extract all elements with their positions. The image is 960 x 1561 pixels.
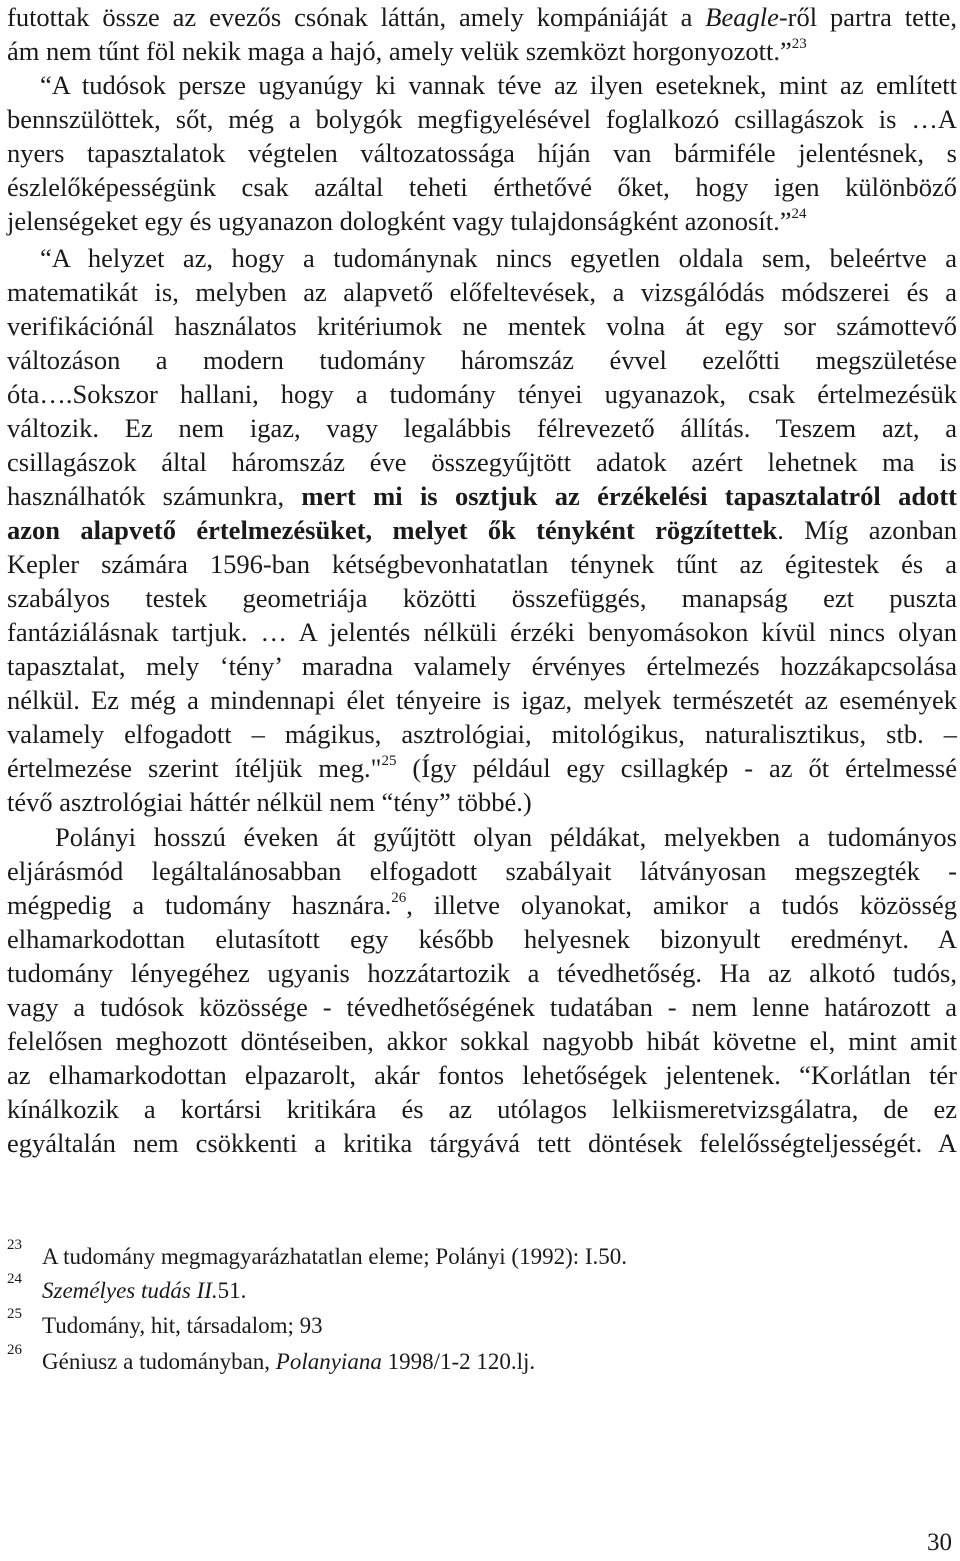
text-segment: azon alapvető értelmezésüket, melyet ők tényként rögzítettek [7, 515, 778, 545]
text-segment: óta….Sokszor hallani, hogy a tudomány tényei ugyanazok, csak értelmezésük [7, 379, 957, 409]
text-line [7, 170, 957, 204]
text-segment: Személyes tudás II. [42, 1278, 218, 1303]
text-line [7, 136, 957, 170]
text-line [7, 1126, 957, 1160]
text-line [7, 581, 957, 615]
text-segment: eljárásmód legáltalánosabban elfogadott szabályait látványosan megszegték - [7, 856, 957, 886]
text-line [7, 683, 957, 717]
text-segment: fantáziálásnak tartjuk. … A jelentés nélküli érzéki benyomásokon kívül nincs olyan [7, 617, 957, 647]
text-segment: matematikát is, melyben az alapvető előfeltevések, a vizsgálódás módszerei és a [7, 277, 957, 307]
footnote [7, 1271, 947, 1308]
text-line [7, 649, 957, 683]
text-segment: mert mi is osztjuk az érzékelési tapasztalatról adott [301, 481, 958, 511]
text-line [7, 990, 957, 1024]
text-segment: Polanyiana [275, 1349, 382, 1374]
text-line [7, 102, 957, 136]
text-segment: változáson a modern tudomány háromszáz évvel ezelőtti megszületése [7, 345, 957, 375]
text-line [7, 888, 957, 922]
footnote-number: 25 [7, 1306, 22, 1322]
text-segment: csillagászok által háromszáz éve összegyűjtött adatok azért lehetnek ma is [7, 447, 957, 477]
text-segment: tudomány lényegéhez ugyanis hozzátartozik a tévedhetőség. Ha az alkotó tudós, [7, 958, 957, 988]
text-line [7, 34, 957, 68]
text-segment: az elhamarkodottan elpazarolt, akár fontos lehetőségek jelentenek. “Korlátlan tér [7, 1060, 957, 1090]
page-number: 30 [927, 1529, 952, 1556]
text-line [7, 751, 957, 785]
footnote [7, 1237, 947, 1274]
text-line [7, 309, 957, 343]
text-line [7, 785, 957, 819]
text-line [55, 820, 957, 854]
text-segment: (Így például egy csillagkép - az őt értelmessé [396, 753, 957, 783]
text-line [7, 615, 957, 649]
text-segment: elhamarkodottan elutasított egy később helyesnek bizonyult eredményt. A [7, 924, 957, 954]
footnote-text [42, 1309, 323, 1343]
text-segment: használhatók számunkra, [7, 481, 302, 511]
text-line [7, 547, 957, 581]
footnote-text [42, 1240, 627, 1274]
text-segment: 1998/1-2 120.lj. [381, 1349, 536, 1374]
text-segment: változik. Ez nem igaz, vagy legalábbis félrevezető állítás. Teszem azt, a [7, 413, 957, 443]
footnote-reference: 24 [791, 206, 807, 222]
text-line [7, 445, 957, 479]
text-segment: verifikációnál használatos kritériumok ne mentek volna át egy sor számottevő [7, 311, 957, 341]
footnote-number: 24 [7, 1271, 22, 1287]
footnote-reference: 26 [391, 890, 407, 906]
text-line [7, 275, 957, 309]
text-segment: , illetve olyanokat, amikor a tudós közösség [406, 890, 957, 920]
text-segment: Beagle [705, 2, 779, 32]
text-line [7, 0, 957, 34]
text-segment: nélkül. Ez még a mindennapi élet tényeire is igaz, melyek természetét az események [7, 685, 957, 715]
text-segment: észlelőképességünk csak azáltal teheti érthetővé őket, hogy igen különböző [7, 172, 957, 202]
text-line [7, 854, 957, 888]
text-segment: Géniusz a tudományban, [42, 1349, 276, 1374]
text-line [7, 1024, 957, 1058]
text-segment: -ről partra tette, [778, 2, 957, 32]
text-segment: 51. [217, 1278, 247, 1303]
text-line [7, 479, 957, 513]
text-segment: kínálkozik a kortársi kritikára és az utólagos lelkiismeretvizsgálatra, de ez [7, 1094, 957, 1124]
text-segment: mégpedig a tudomány hasznára. [7, 890, 392, 920]
text-segment: jelenségeket egy és ugyanazon dologként vagy tulajdonságként azonosít.” [7, 206, 792, 236]
text-line [7, 513, 957, 547]
text-segment: . Míg azonban [777, 515, 958, 545]
text-segment: Kepler számára 1596-ban kétségbevonhatatlan ténynek tűnt az égitestek és a [7, 549, 957, 579]
text-line [40, 68, 957, 102]
text-segment: szabályos testek geometriája közötti összefüggés, manapság ezt puszta [7, 583, 957, 613]
text-segment: vagy a tudósok közössége - tévedhetőségének tudatában - nem lenne határozott a [7, 992, 957, 1022]
text-line [7, 411, 957, 445]
text-segment: felelősen meghozott döntéseiben, akkor sokkal nagyobb hibát követne el, mint amit [7, 1026, 957, 1056]
text-line [7, 377, 957, 411]
text-line [7, 717, 957, 751]
text-line [7, 956, 957, 990]
text-segment: A tudomány megmagyarázhatatlan eleme; Polányi (1992): I.50. [42, 1244, 628, 1269]
text-segment: tapasztalat, mely ‘tény’ maradna valamely érvényes értelmezés hozzákapcsolása [7, 651, 957, 681]
text-segment: egyáltalán nem csökkenti a kritika tárgyává tett döntések felelősségteljességét. A [7, 1128, 957, 1158]
text-line [7, 204, 957, 238]
text-segment: tévő asztrológiai háttér nélkül nem “tény” többé.) [7, 787, 532, 817]
text-line [7, 343, 957, 377]
text-segment: Polányi hosszú éveken át gyűjtött olyan példákat, melyekben a tudományos [55, 822, 957, 852]
text-line [7, 922, 957, 956]
footnote-reference: 25 [381, 753, 397, 769]
text-line [7, 1092, 957, 1126]
footnote-text [42, 1274, 246, 1308]
text-segment: futottak össze az evezős csónak láttán, amely kompániáját a [7, 2, 706, 32]
footnote-number: 23 [7, 1237, 22, 1253]
footnote-text [42, 1345, 535, 1379]
text-segment: “A helyzet az, hogy a tudománynak nincs egyetlen oldala sem, beleértve a [40, 243, 957, 273]
text-segment: Tudomány, hit, társadalom; 93 [42, 1313, 323, 1338]
text-segment: nyers tapasztalatok végtelen változatossága híján van bármiféle jelentésnek, s [7, 138, 957, 168]
footnote [7, 1342, 947, 1379]
text-line [40, 241, 957, 275]
text-segment: valamely elfogadott – mágikus, asztrológiai, mitológikus, naturalisztikus, stb. – [7, 719, 957, 749]
footnote-number: 26 [7, 1342, 22, 1358]
text-segment: értelmezése szerint ítéljük meg." [7, 753, 382, 783]
text-segment: “A tudósok persze ugyanúgy ki vannak téve az ilyen eseteknek, mint az említett [40, 70, 957, 100]
text-line [7, 1058, 957, 1092]
footnote-reference: 23 [791, 36, 807, 52]
text-segment: ám nem tűnt föl nekik maga a hajó, amely velük szemközt horgonyozott.” [7, 36, 792, 66]
text-segment: bennszülöttek, sőt, még a bolygók megfigyelésével foglalkozó csillagászok is …A [7, 104, 957, 134]
footnote [7, 1306, 947, 1343]
